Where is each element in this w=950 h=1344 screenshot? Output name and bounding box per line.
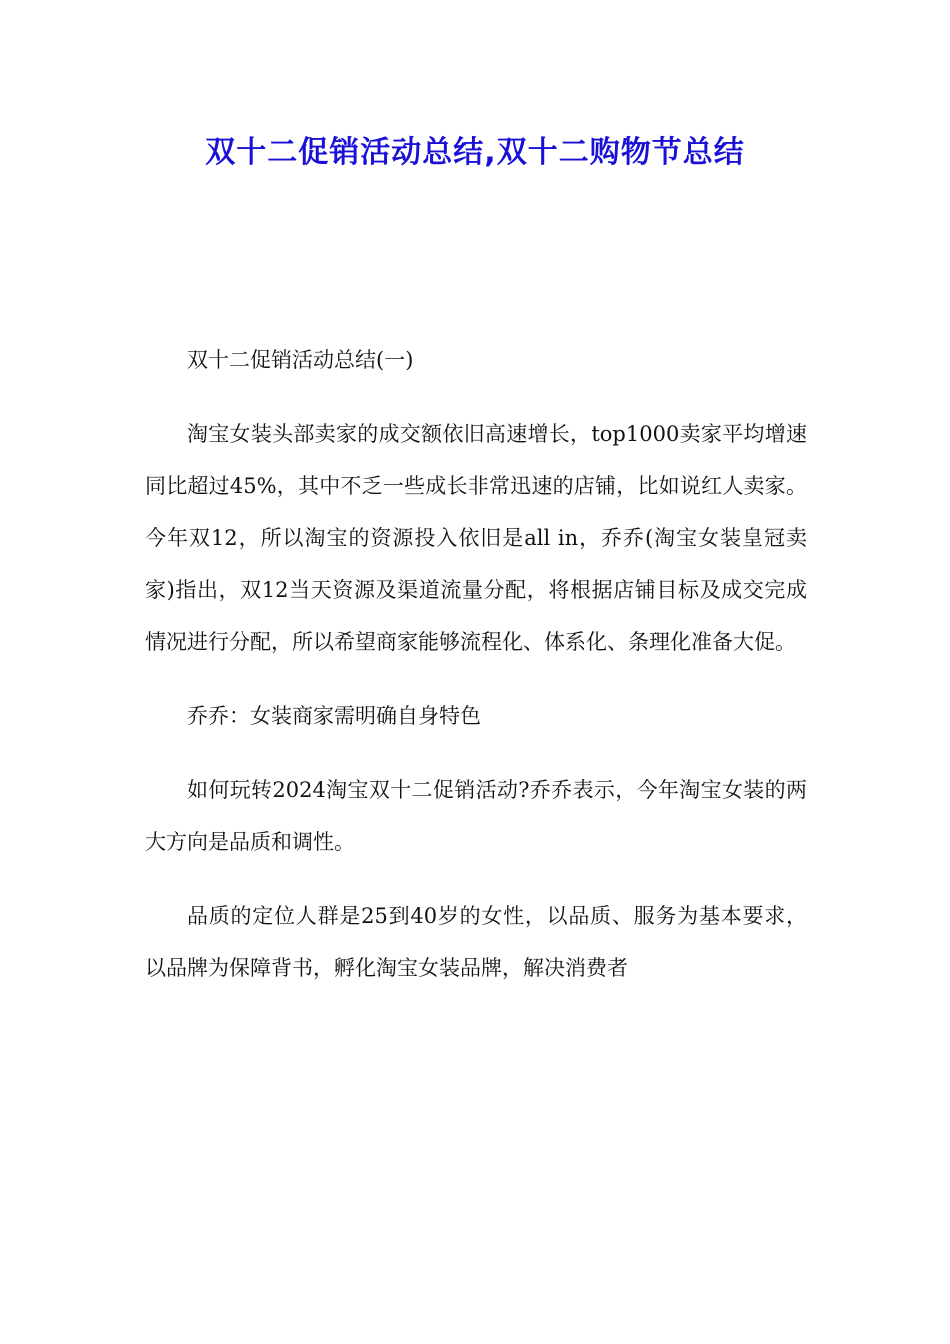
paragraph: 如何玩转2024淘宝双十二促销活动?乔乔表示，今年淘宝女装的两大方向是品质和调性。 xyxy=(145,778,807,854)
document-body xyxy=(145,334,807,1016)
subheading: 乔乔：女装商家需明确自身特色 xyxy=(187,704,481,728)
paragraph: 淘宝女装头部卖家的成交额依旧高速增长，top1000卖家平均增速同比超过45%，其中不乏一些成长非常迅速的店铺，比如说红人卖家。今年双12，所以淘宝的资源投入依旧是all in，乔乔(淘宝女装皇冠卖家)指出，双12当天资源及渠道流量分配，将根据店铺目标及成交完成情况进行分配，所以希望商家能够流程化、体系化、条理化准备大促。 xyxy=(145,422,807,654)
section-heading: 双十二促销活动总结(一) xyxy=(187,348,414,372)
paragraph: 品质的定位人群是25到40岁的女性，以品质、服务为基本要求，以品牌为保障背书，孵化淘宝女装品牌，解决消费者 xyxy=(145,904,807,980)
document-title: 双十二促销活动总结,双十二购物节总结 xyxy=(205,135,745,170)
